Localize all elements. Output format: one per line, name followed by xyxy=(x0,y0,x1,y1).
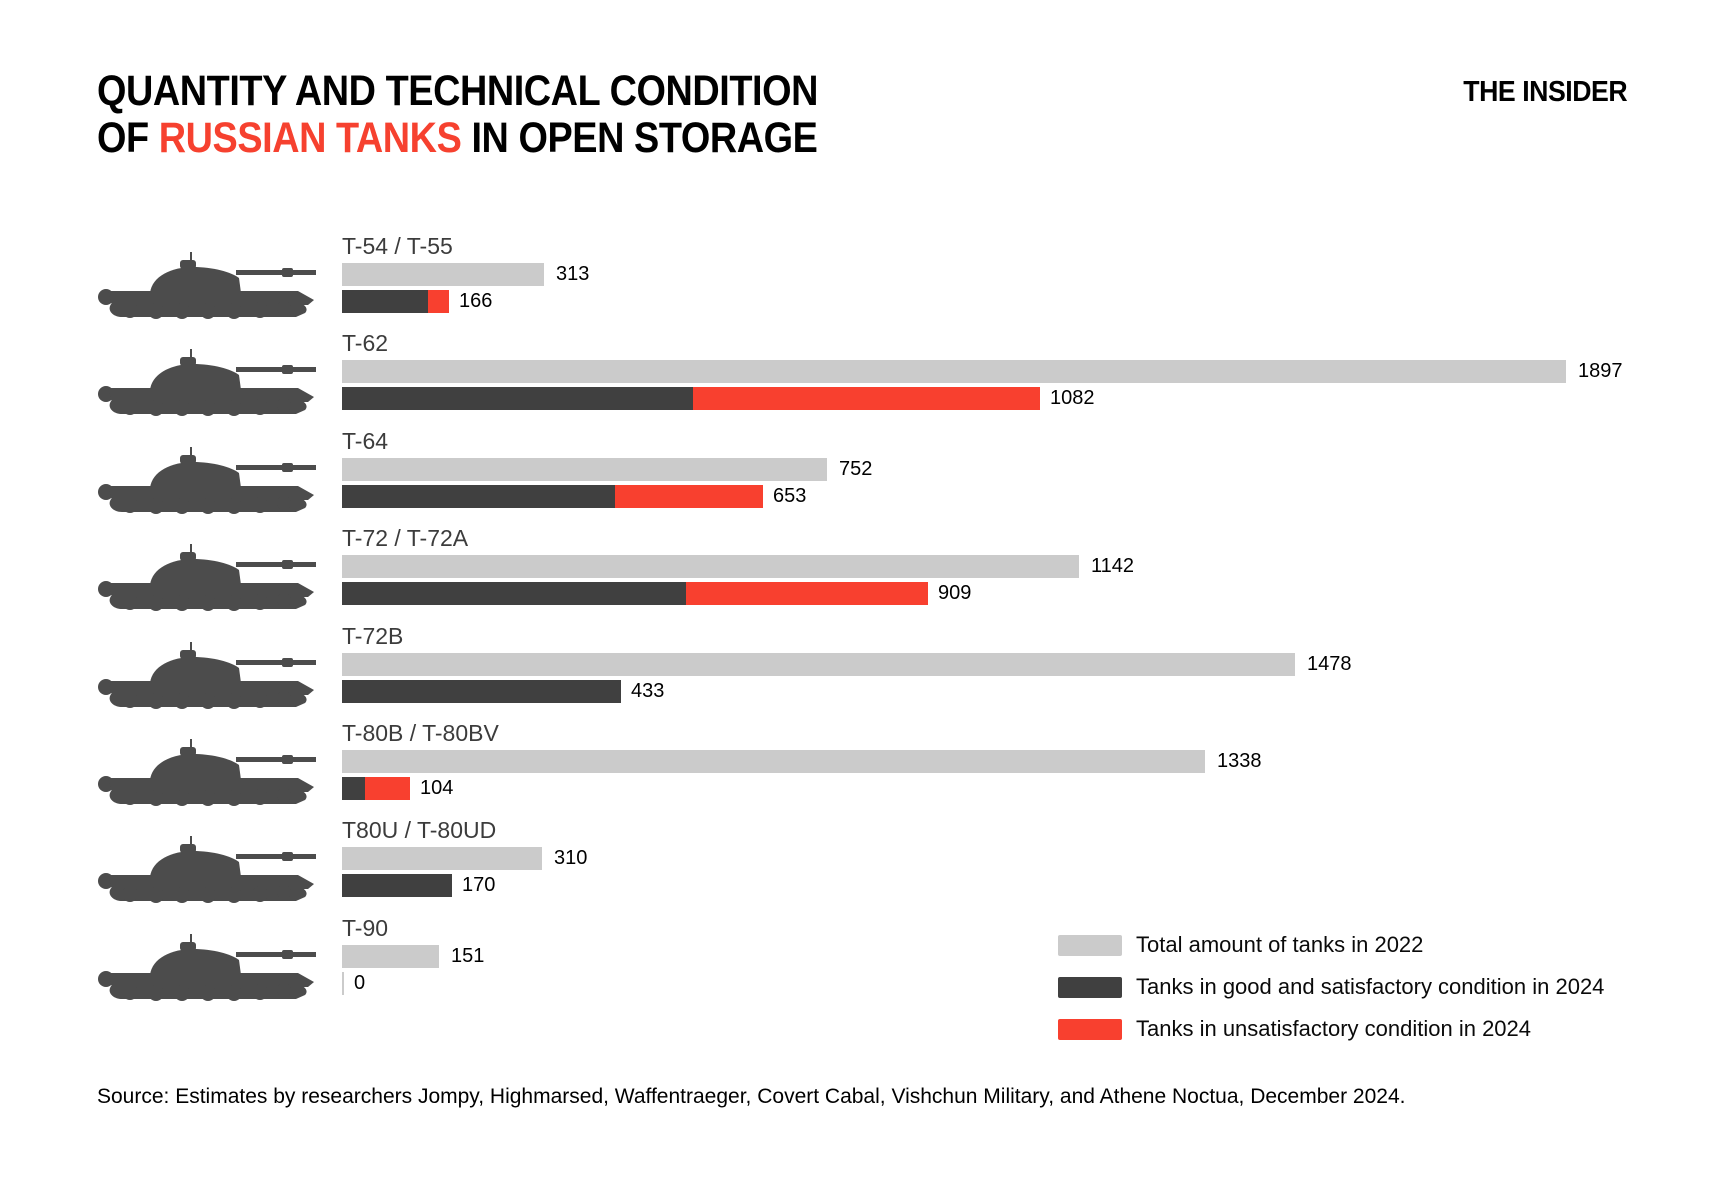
bar-2024 xyxy=(342,387,1040,410)
tank-silhouette-icon xyxy=(90,247,318,321)
tank-silhouette-icon xyxy=(90,734,318,808)
bar-2024 xyxy=(342,972,344,995)
bar-total-2022 xyxy=(342,360,1566,383)
chart-row xyxy=(0,233,1732,330)
bar-segment-good-2024 xyxy=(342,680,621,703)
value-total-2024: 170 xyxy=(462,874,496,897)
legend-swatch-unsat-2024-icon xyxy=(1058,1019,1122,1040)
legend-item-good-2024 xyxy=(1058,976,1604,998)
bar-segment-unsat-2024 xyxy=(428,290,449,313)
tank-model-label: T80U / T-80UD xyxy=(342,817,497,844)
value-total-2024: 909 xyxy=(938,582,972,605)
bar-segment-unsat-2024 xyxy=(615,485,763,508)
value-total-2024: 653 xyxy=(773,484,807,507)
bar-2024 xyxy=(342,290,449,313)
chart-row xyxy=(0,817,1732,914)
bar-segment-good-2024 xyxy=(342,582,686,605)
value-total-2022: 752 xyxy=(839,457,873,480)
tank-silhouette-icon xyxy=(90,344,318,418)
bar-segment-unsat-2024 xyxy=(686,582,928,605)
value-total-2022: 1897 xyxy=(1578,360,1623,383)
bar-total-2022 xyxy=(342,263,544,286)
tank-model-label: T-72 / T-72A xyxy=(342,525,469,552)
value-total-2022: 1142 xyxy=(1091,555,1135,578)
bar-total-2022 xyxy=(342,945,439,968)
chart-row xyxy=(0,525,1732,622)
bar-total-2022 xyxy=(342,555,1079,578)
value-total-2022: 1338 xyxy=(1217,750,1262,772)
bar-2024 xyxy=(342,582,928,605)
title-highlight: RUSSIAN TANKS xyxy=(158,114,462,162)
tank-silhouette-icon xyxy=(90,637,318,711)
tank-model-label: T-90 xyxy=(342,914,389,941)
source-note: Source: Estimates by researchers Jompy, Highmarsed, Waffentraeger, Covert Cabal, Vishchun Military, and Athene Noctua, December 2024. xyxy=(97,1085,1406,1108)
bar-segment-good-2024 xyxy=(342,485,615,508)
value-total-2024: 433 xyxy=(631,679,665,702)
legend-item-total-2022 xyxy=(1058,934,1604,956)
legend-label-good-2024: Tanks in good and satisfactory condition in 2024 xyxy=(1136,974,1605,999)
legend-label-unsat-2024: Tanks in unsatisfactory condition in 2024 xyxy=(1136,1016,1532,1041)
chart-legend xyxy=(1058,934,1604,1060)
value-total-2022: 310 xyxy=(554,847,588,870)
bar-2024 xyxy=(342,777,410,800)
tank-model-label: T-62 xyxy=(342,330,389,357)
tank-model-label: T-80B / T-80BV xyxy=(342,720,499,746)
value-total-2024: 1082 xyxy=(1050,387,1095,410)
title-line-1: QUANTITY AND TECHNICAL CONDITION xyxy=(97,67,818,115)
bar-2024 xyxy=(342,874,452,897)
legend-item-unsat-2024 xyxy=(1058,1018,1604,1040)
bar-total-2022 xyxy=(342,458,827,481)
value-total-2022: 1478 xyxy=(1307,652,1352,675)
tank-silhouette-icon xyxy=(90,539,318,613)
tank-model-label: T-72B xyxy=(342,622,404,649)
tank-silhouette-icon xyxy=(90,929,318,1003)
chart-row xyxy=(0,720,1732,817)
tank-silhouette-icon xyxy=(90,831,318,905)
value-total-2024: 0 xyxy=(354,971,366,994)
chart-row xyxy=(0,623,1732,720)
bar-total-2022 xyxy=(342,653,1295,676)
page-title xyxy=(97,68,916,162)
legend-swatch-total-2022-icon xyxy=(1058,935,1122,956)
tank-model-label: T-64 xyxy=(342,427,389,454)
bar-segment-good-2024 xyxy=(342,874,452,897)
legend-label-total-2022: Total amount of tanks in 2022 xyxy=(1136,932,1424,957)
bar-segment-good-2024 xyxy=(342,777,365,800)
the-insider-logo: THE INSIDER xyxy=(1463,76,1627,108)
value-total-2022: 313 xyxy=(556,263,590,285)
bar-2024 xyxy=(342,485,763,508)
chart-row xyxy=(0,428,1732,525)
bar-segment-unsat-2024 xyxy=(693,387,1040,410)
value-total-2024: 104 xyxy=(420,777,454,799)
bar-total-2022 xyxy=(342,847,542,870)
title-line-2: OF RUSSIAN TANKS IN OPEN STORAGE xyxy=(97,114,818,162)
tank-model-label: T-54 / T-55 xyxy=(342,233,453,259)
bar-segment-good-2024 xyxy=(342,387,693,410)
bar-segment-good-2024 xyxy=(342,290,428,313)
legend-swatch-good-2024-icon xyxy=(1058,977,1122,998)
tank-silhouette-icon xyxy=(90,442,318,516)
bar-segment-unsat-2024 xyxy=(365,777,410,800)
bar-2024 xyxy=(342,680,621,703)
value-total-2022: 151 xyxy=(451,944,485,967)
chart-row xyxy=(0,330,1732,427)
value-total-2024: 166 xyxy=(459,290,493,312)
bar-total-2022 xyxy=(342,750,1205,773)
